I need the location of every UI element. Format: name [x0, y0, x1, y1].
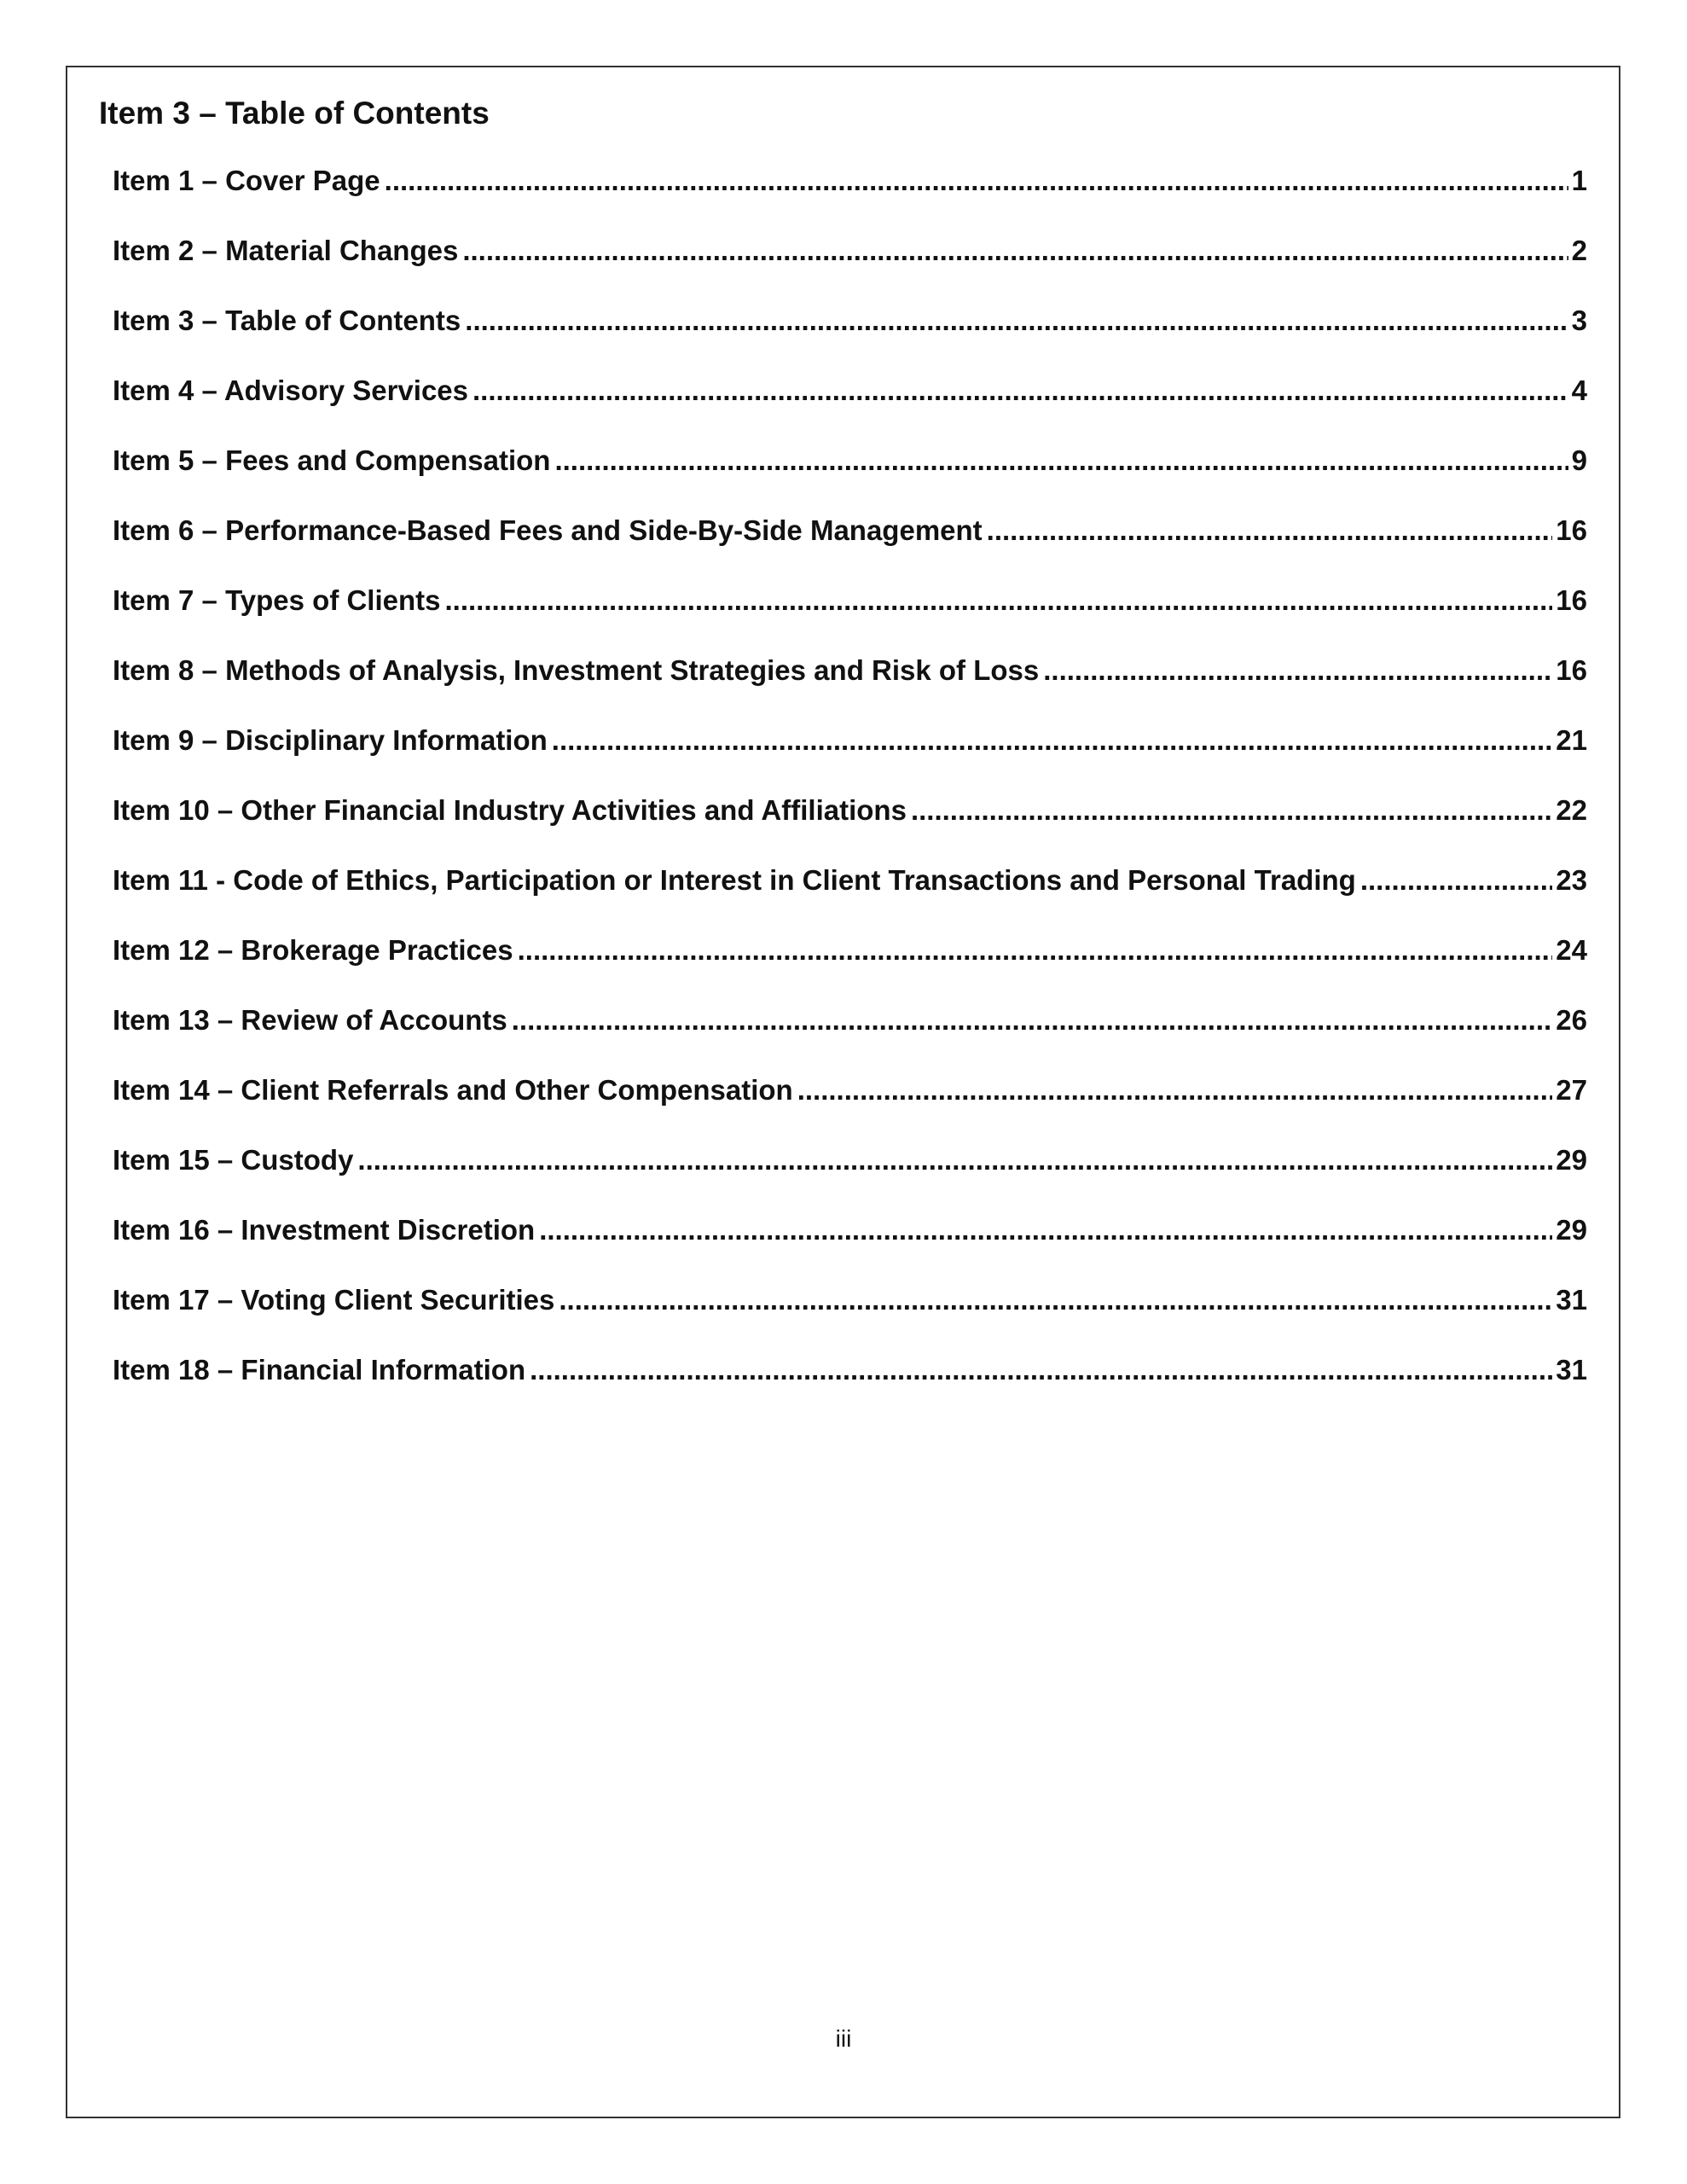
- toc-entry-page: 29: [1556, 1144, 1587, 1176]
- dot-leader: [552, 724, 1552, 757]
- dot-leader: [797, 1074, 1553, 1107]
- dot-leader: [1360, 864, 1552, 897]
- toc-entry-page: 29: [1556, 1214, 1587, 1246]
- toc-entry-title: Item 9 – Disciplinary Information: [113, 724, 548, 756]
- toc-entry-title: Item 5 – Fees and Compensation: [113, 444, 551, 476]
- toc-entry-title: Item 14 – Client Referrals and Other Compensation: [113, 1074, 793, 1106]
- toc-entry[interactable]: [113, 514, 1587, 584]
- toc-entry[interactable]: [113, 794, 1587, 864]
- dot-leader: [559, 1284, 1552, 1316]
- toc-entry-page: 3: [1571, 305, 1587, 336]
- page-number: iii: [835, 2025, 852, 2052]
- toc-entry-page: 16: [1556, 584, 1587, 616]
- toc-entry-title: Item 17 – Voting Client Securities: [113, 1284, 555, 1316]
- dot-leader: [472, 375, 1568, 407]
- toc-entry[interactable]: [113, 584, 1587, 654]
- toc-entry-title: Item 16 – Investment Discretion: [113, 1214, 536, 1246]
- table-of-contents: [113, 165, 1587, 1424]
- toc-entry-page: 23: [1556, 864, 1587, 896]
- toc-entry-page: 4: [1571, 375, 1587, 406]
- toc-entry-page: 16: [1556, 654, 1587, 686]
- toc-entry-title: Item 4 – Advisory Services: [113, 375, 469, 406]
- toc-entry-page: 31: [1556, 1284, 1587, 1316]
- toc-entry-page: 22: [1556, 794, 1587, 826]
- dot-leader: [1043, 654, 1552, 687]
- toc-entry[interactable]: [113, 165, 1587, 235]
- toc-entry[interactable]: [113, 444, 1587, 514]
- dot-leader: [357, 1144, 1552, 1176]
- dot-leader: [512, 1004, 1553, 1037]
- toc-entry[interactable]: [113, 864, 1587, 934]
- toc-entry-page: 26: [1556, 1004, 1587, 1036]
- toc-entry[interactable]: [113, 1214, 1587, 1284]
- toc-entry[interactable]: [113, 934, 1587, 1004]
- toc-entry-title: Item 6 – Performance-Based Fees and Side-By-Side Management: [113, 514, 983, 546]
- toc-entry-title: Item 11 - Code of Ethics, Participation or Interest in Client Transactions and Personal Trading: [113, 864, 1356, 896]
- toc-entry-page: 31: [1556, 1354, 1587, 1385]
- dot-leader: [445, 584, 1553, 617]
- toc-entry[interactable]: [113, 1004, 1587, 1074]
- toc-entry-title: Item 13 – Review of Accounts: [113, 1004, 507, 1036]
- dot-leader: [987, 514, 1553, 547]
- toc-entry[interactable]: [113, 235, 1587, 305]
- dot-leader: [911, 794, 1552, 827]
- toc-entry-title: Item 2 – Material Changes: [113, 235, 459, 266]
- toc-entry-title: Item 10 – Other Financial Industry Activities and Affiliations: [113, 794, 907, 826]
- dot-leader: [539, 1214, 1552, 1246]
- toc-entry[interactable]: [113, 1354, 1587, 1424]
- toc-entry[interactable]: [113, 305, 1587, 375]
- dot-leader: [465, 305, 1568, 337]
- toc-entry-page: 9: [1571, 444, 1587, 476]
- toc-entry[interactable]: [113, 375, 1587, 444]
- toc-entry-page: 21: [1556, 724, 1587, 756]
- toc-entry[interactable]: [113, 724, 1587, 794]
- toc-entry-title: Item 15 – Custody: [113, 1144, 354, 1176]
- dot-leader: [385, 165, 1568, 197]
- toc-entry[interactable]: [113, 1284, 1587, 1354]
- dot-leader: [530, 1354, 1552, 1386]
- toc-entry[interactable]: [113, 1144, 1587, 1214]
- toc-entry-page: 24: [1556, 934, 1587, 966]
- toc-entry[interactable]: [113, 654, 1587, 724]
- toc-entry-title: Item 7 – Types of Clients: [113, 584, 441, 616]
- toc-entry-title: Item 12 – Brokerage Practices: [113, 934, 513, 966]
- toc-entry-title: Item 18 – Financial Information: [113, 1354, 526, 1385]
- page-title: Item 3 – Table of Contents: [99, 96, 490, 131]
- toc-entry[interactable]: [113, 1074, 1587, 1144]
- toc-entry-title: Item 3 – Table of Contents: [113, 305, 461, 336]
- dot-leader: [462, 235, 1568, 267]
- dot-leader: [518, 934, 1553, 967]
- toc-entry-page: 2: [1571, 235, 1587, 266]
- toc-entry-title: Item 1 – Cover Page: [113, 165, 380, 196]
- toc-entry-page: 1: [1571, 165, 1587, 196]
- toc-entry-title: Item 8 – Methods of Analysis, Investment Strategies and Risk of Loss: [113, 654, 1040, 686]
- toc-entry-page: 27: [1556, 1074, 1587, 1106]
- dot-leader: [554, 444, 1568, 477]
- toc-entry-page: 16: [1556, 514, 1587, 546]
